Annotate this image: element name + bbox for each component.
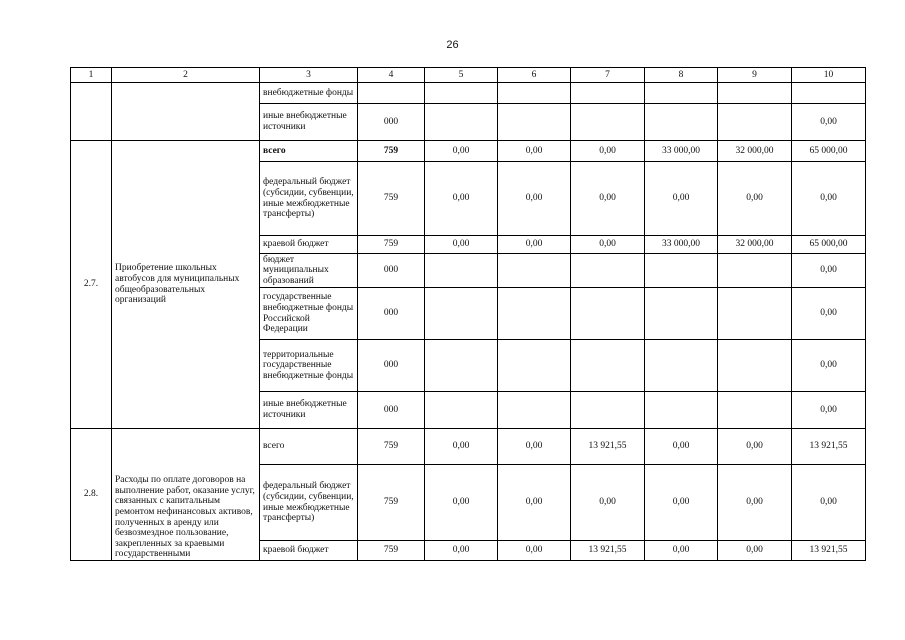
amount-cell xyxy=(571,254,645,288)
source-label: всего xyxy=(260,429,358,465)
section-number-cell xyxy=(71,83,112,141)
amount-cell xyxy=(718,392,792,429)
amount-cell xyxy=(425,104,498,141)
column-number: 6 xyxy=(498,68,571,83)
budget-code: 759 xyxy=(358,465,425,541)
amount-cell: 65 000,00 xyxy=(792,236,866,254)
column-number: 9 xyxy=(718,68,792,83)
column-number: 10 xyxy=(792,68,866,83)
amount-cell xyxy=(571,104,645,141)
amount-cell xyxy=(718,340,792,392)
source-label: территориальные государственные внебюджетные фонды xyxy=(260,340,358,392)
amount-cell: 0,00 xyxy=(571,141,645,162)
amount-cell: 32 000,00 xyxy=(718,236,792,254)
amount-cell xyxy=(718,254,792,288)
source-label: всего xyxy=(260,141,358,162)
amount-cell xyxy=(498,392,571,429)
source-label: федеральный бюджет (субсидии, субвенции, иные межбюджетные трансферты) xyxy=(260,465,358,541)
source-label: краевой бюджет xyxy=(260,236,358,254)
source-label: федеральный бюджет (субсидии, субвенции, иные межбюджетные трансферты) xyxy=(260,162,358,236)
budget-code: 759 xyxy=(358,162,425,236)
amount-cell: 0,00 xyxy=(425,162,498,236)
amount-cell: 0,00 xyxy=(792,288,866,340)
amount-cell xyxy=(498,104,571,141)
budget-code: 759 xyxy=(358,236,425,254)
column-number: 8 xyxy=(645,68,718,83)
amount-cell xyxy=(645,254,718,288)
amount-cell: 0,00 xyxy=(498,429,571,465)
amount-cell: 0,00 xyxy=(425,236,498,254)
amount-cell: 33 000,00 xyxy=(645,236,718,254)
amount-cell: 0,00 xyxy=(645,541,718,561)
amount-cell: 0,00 xyxy=(498,465,571,541)
source-label: государственные внебюджетные фонды Российской Федерации xyxy=(260,288,358,340)
amount-cell xyxy=(425,83,498,104)
budget-code: 759 xyxy=(358,141,425,162)
amount-cell: 0,00 xyxy=(792,392,866,429)
amount-cell: 0,00 xyxy=(425,141,498,162)
amount-cell: 0,00 xyxy=(425,429,498,465)
amount-cell: 13 921,55 xyxy=(792,429,866,465)
amount-cell xyxy=(645,340,718,392)
amount-cell: 0,00 xyxy=(498,162,571,236)
source-label: внебюджетные фонды xyxy=(260,83,358,104)
source-label: иные внебюджетные источники xyxy=(260,392,358,429)
section-number: 2.7. xyxy=(71,141,112,429)
amount-cell: 0,00 xyxy=(792,104,866,141)
amount-cell xyxy=(718,83,792,104)
amount-cell xyxy=(571,288,645,340)
amount-cell: 0,00 xyxy=(645,162,718,236)
description-cell xyxy=(112,83,260,141)
amount-cell xyxy=(645,288,718,340)
amount-cell xyxy=(425,254,498,288)
amount-cell: 0,00 xyxy=(498,236,571,254)
column-number: 4 xyxy=(358,68,425,83)
budget-code: 000 xyxy=(358,340,425,392)
amount-cell: 13 921,55 xyxy=(571,541,645,561)
budget-code: 759 xyxy=(358,541,425,561)
amount-cell xyxy=(645,104,718,141)
amount-cell xyxy=(645,392,718,429)
amount-cell: 0,00 xyxy=(792,340,866,392)
amount-cell xyxy=(425,392,498,429)
section-number: 2.8. xyxy=(71,429,112,561)
amount-cell: 13 921,55 xyxy=(792,541,866,561)
amount-cell xyxy=(792,83,866,104)
amount-cell: 0,00 xyxy=(425,541,498,561)
amount-cell: 33 000,00 xyxy=(645,141,718,162)
amount-cell: 0,00 xyxy=(718,465,792,541)
column-number: 7 xyxy=(571,68,645,83)
table-row xyxy=(71,141,866,162)
budget-code: 000 xyxy=(358,104,425,141)
amount-cell: 0,00 xyxy=(718,541,792,561)
amount-cell: 0,00 xyxy=(571,236,645,254)
amount-cell: 0,00 xyxy=(645,465,718,541)
table-row xyxy=(71,83,866,104)
table-row xyxy=(71,429,866,465)
page-number: 26 xyxy=(446,39,459,51)
source-label: иные внебюджетные источники xyxy=(260,104,358,141)
column-number: 1 xyxy=(71,68,112,83)
amount-cell: 0,00 xyxy=(498,541,571,561)
column-number: 3 xyxy=(260,68,358,83)
section-description: Приобретение школьных автобусов для муниципальных общеобразовательных организаций xyxy=(112,141,260,429)
budget-code: 000 xyxy=(358,288,425,340)
budget-code: 000 xyxy=(358,254,425,288)
amount-cell xyxy=(425,340,498,392)
amount-cell xyxy=(571,392,645,429)
source-label: бюджет муниципальных образований xyxy=(260,254,358,288)
amount-cell: 65 000,00 xyxy=(792,141,866,162)
amount-cell xyxy=(718,104,792,141)
amount-cell: 32 000,00 xyxy=(718,141,792,162)
amount-cell: 13 921,55 xyxy=(571,429,645,465)
column-number-row xyxy=(71,68,866,83)
amount-cell: 0,00 xyxy=(792,465,866,541)
amount-cell: 0,00 xyxy=(718,429,792,465)
amount-cell: 0,00 xyxy=(571,465,645,541)
amount-cell: 0,00 xyxy=(498,141,571,162)
budget-code: 000 xyxy=(358,392,425,429)
amount-cell: 0,00 xyxy=(425,465,498,541)
budget-code xyxy=(358,83,425,104)
column-number: 2 xyxy=(112,68,260,83)
amount-cell xyxy=(571,340,645,392)
amount-cell xyxy=(645,83,718,104)
budget-table xyxy=(70,67,866,561)
amount-cell xyxy=(425,288,498,340)
amount-cell: 0,00 xyxy=(571,162,645,236)
amount-cell xyxy=(498,254,571,288)
amount-cell: 0,00 xyxy=(792,162,866,236)
amount-cell: 0,00 xyxy=(792,254,866,288)
amount-cell xyxy=(498,340,571,392)
amount-cell xyxy=(718,288,792,340)
section-description: Расходы по оплате договоров на выполнение работ, оказание услуг, связанных с капитальным ремонтом нефинансовых активов, полученных в аренду или безвозмездное пользование, закрепленных за краевыми государственными xyxy=(112,429,260,561)
amount-cell xyxy=(498,288,571,340)
budget-code: 759 xyxy=(358,429,425,465)
amount-cell: 0,00 xyxy=(718,162,792,236)
source-label: краевой бюджет xyxy=(260,541,358,561)
amount-cell xyxy=(498,83,571,104)
amount-cell: 0,00 xyxy=(645,429,718,465)
amount-cell xyxy=(571,83,645,104)
column-number: 5 xyxy=(425,68,498,83)
